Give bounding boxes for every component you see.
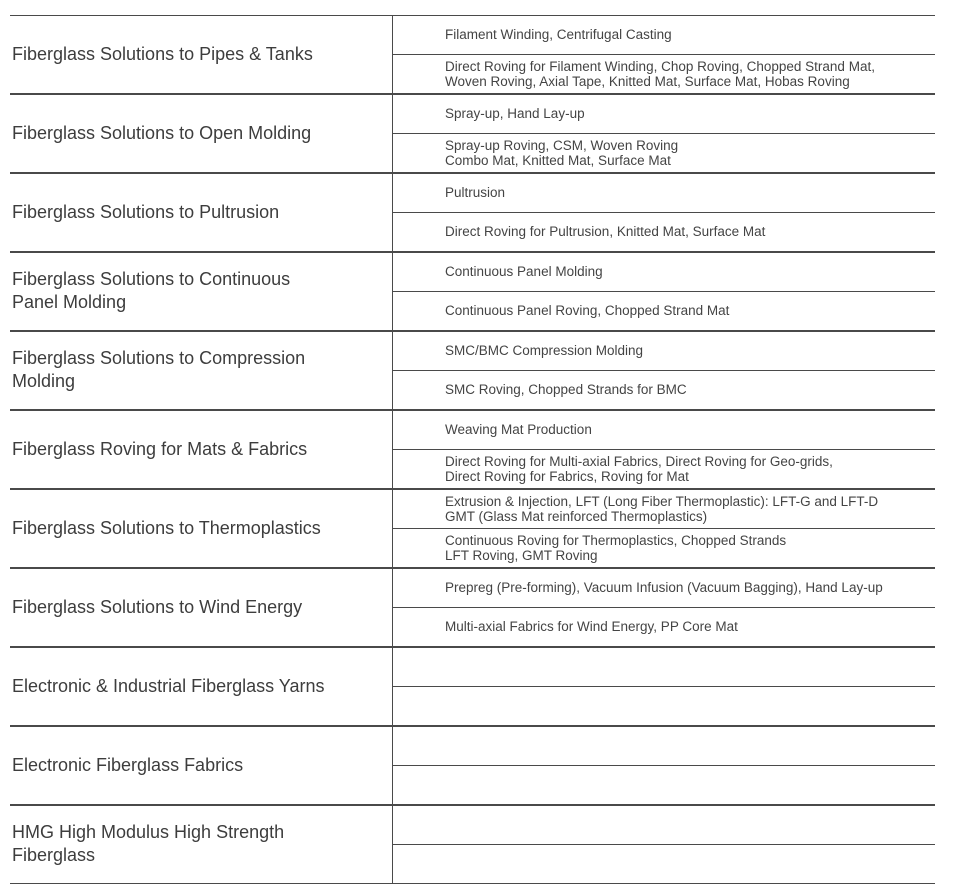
- table-row: [10, 568, 935, 648]
- category-label: Fiberglass Solutions to Compression Molding: [12, 348, 306, 391]
- products-cell: Continuous Roving for Thermoplastics, Chopped Strands LFT Roving, GMT Roving: [445, 532, 787, 563]
- process-cell: [445, 647, 943, 686]
- table-row: [10, 252, 935, 332]
- process-cell: Weaving Mat Production: [445, 422, 592, 437]
- table-row: [10, 410, 935, 490]
- process-cell: Prepreg (Pre-forming), Vacuum Infusion (Vacuum Bagging), Hand Lay-up: [445, 580, 883, 595]
- category-label: HMG High Modulus High Strength Fiberglass: [12, 822, 285, 865]
- table-row: [10, 489, 935, 569]
- products-cell: Direct Roving for Filament Winding, Chop Roving, Chopped Strand Mat, Woven Roving, Axial Tape, Knitted Mat, Surface Mat, Hobas Roving: [445, 58, 875, 89]
- table-row: [10, 331, 935, 411]
- process-cell: Continuous Panel Molding: [445, 264, 603, 279]
- category-label: Fiberglass Solutions to Continuous Panel Molding: [12, 269, 291, 312]
- products-cell: Continuous Panel Roving, Chopped Strand Mat: [445, 303, 730, 318]
- process-cell: Extrusion & Injection, LFT (Long Fiber Thermoplastic): LFT-G and LFT-D GMT (Glass Mat reinforced Thermoplastics): [445, 493, 879, 524]
- table-row: [10, 805, 935, 885]
- products-cell: [445, 765, 943, 804]
- category-label: Fiberglass Solutions to Thermoplastics: [12, 517, 321, 538]
- products-cell: Spray-up Roving, CSM, Woven Roving Combo Mat, Knitted Mat, Surface Mat: [445, 137, 679, 168]
- category-label: Electronic Fiberglass Fabrics: [12, 754, 244, 775]
- process-cell: Filament Winding, Centrifugal Casting: [445, 27, 672, 42]
- products-cell: Direct Roving for Pultrusion, Knitted Mat, Surface Mat: [445, 224, 766, 239]
- category-label: Fiberglass Roving for Mats & Fabrics: [12, 438, 308, 459]
- category-label: Fiberglass Solutions to Wind Energy: [12, 596, 303, 617]
- category-label: Electronic & Industrial Fiberglass Yarns: [12, 675, 325, 696]
- category-label: Fiberglass Solutions to Pultrusion: [12, 201, 280, 222]
- process-cell: Spray-up, Hand Lay-up: [445, 106, 585, 121]
- category-label: Fiberglass Solutions to Pipes & Tanks: [12, 43, 313, 64]
- products-cell: Multi-axial Fabrics for Wind Energy, PP Core Mat: [445, 619, 738, 634]
- products-cell: Direct Roving for Multi-axial Fabrics, Direct Roving for Geo-grids, Direct Roving for Fabrics, Roving for Mat: [445, 453, 833, 484]
- table-row: [10, 726, 935, 806]
- products-cell: [445, 844, 943, 883]
- process-cell: [445, 805, 943, 844]
- table-row: [10, 173, 935, 253]
- process-cell: SMC/BMC Compression Molding: [445, 343, 644, 358]
- table-row: [10, 15, 935, 95]
- category-label: Fiberglass Solutions to Open Molding: [12, 122, 312, 143]
- process-cell: Pultrusion: [445, 185, 506, 200]
- products-cell: SMC Roving, Chopped Strands for BMC: [445, 382, 687, 397]
- table-row: [10, 94, 935, 174]
- row-bottom-rule: [10, 883, 935, 884]
- process-cell: [445, 726, 943, 765]
- products-cell: [445, 686, 943, 725]
- table-row: [10, 647, 935, 727]
